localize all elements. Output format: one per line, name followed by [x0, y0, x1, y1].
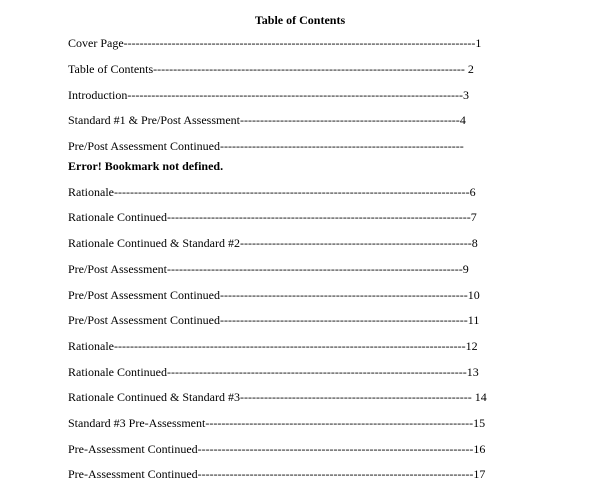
toc-leader: ------------------------------------------------------------------------------------	[127, 88, 463, 102]
toc-leader: --------------------------------------------------------------------------	[167, 262, 463, 276]
toc-leader: ---------------------------------------------------------------------	[197, 467, 474, 481]
toc-leader: ----------------------------------------------------------	[239, 236, 472, 250]
toc-page-number: 11	[467, 313, 480, 327]
toc-entry-label: Pre/Post Assessment Continued	[68, 288, 221, 302]
toc-entry-label: Rationale Continued & Standard #2	[68, 236, 240, 250]
toc-leader: ---------------------------------------------------------------------	[197, 442, 474, 456]
toc-entry-label: Pre/Post Assessment Continued	[68, 313, 221, 327]
toc-leader: ----------------------------------------------------------	[239, 390, 472, 404]
toc-page-number: 6	[469, 185, 476, 199]
toc-page-number: 17	[473, 467, 486, 481]
toc-entry[interactable]	[68, 236, 478, 251]
toc-entry[interactable]	[68, 36, 481, 51]
toc-entry[interactable]	[68, 390, 487, 405]
toc-leader: ----------------------------------------------------------------------------	[166, 210, 471, 224]
toc-page-number: 9	[462, 262, 469, 276]
toc-entry-label: Standard #3 Pre-Assessment	[68, 416, 206, 430]
toc-entry-label: Pre-Assessment Continued	[68, 442, 198, 456]
toc-leader: ----------------------------------------------------------------------------------------	[113, 339, 466, 353]
toc-page-number: 16	[473, 442, 486, 456]
toc-page-number: 2	[464, 62, 474, 76]
toc-entry-label: Rationale Continued & Standard #3	[68, 390, 240, 404]
toc-entry[interactable]	[68, 339, 478, 354]
bookmark-error: Error! Bookmark not defined.	[68, 159, 224, 173]
toc-title: Table of Contents	[254, 13, 346, 27]
toc-page-number: 13	[466, 365, 479, 379]
toc-leader: ---------------------------------------------------------------------------	[166, 365, 467, 379]
toc-entry-label: Table of Contents	[68, 62, 154, 76]
toc-entry-label: Rationale	[68, 185, 114, 199]
toc-entry[interactable]	[68, 262, 469, 277]
toc-page-number: 1	[475, 36, 482, 50]
toc-leader: --------------------------------------------------------------	[220, 288, 468, 302]
toc-entry[interactable]	[68, 139, 464, 154]
toc-entry-label: Introduction	[68, 88, 128, 102]
toc-entry[interactable]	[68, 416, 485, 431]
toc-page-number: 7	[470, 210, 477, 224]
toc-entry[interactable]	[68, 185, 476, 200]
toc-page-number: 4	[459, 113, 466, 127]
toc-leader: ----------------------------------------------------------------------------------------	[123, 36, 476, 50]
toc-page-number: 15	[473, 416, 486, 430]
toc-leader: -------------------------------------------------------------	[220, 139, 464, 153]
toc-entry-label: Pre/Post Assessment Continued	[68, 139, 221, 153]
toc-page-number: 12	[465, 339, 478, 353]
toc-entry-label: Cover Page	[68, 36, 124, 50]
toc-leader: --------------------------------------------------------------	[220, 313, 468, 327]
toc-entry-label: Pre-Assessment Continued	[68, 467, 198, 481]
toc-page-number: 8	[471, 236, 478, 250]
toc-leader: -------------------------------------------------------	[240, 113, 460, 127]
toc-leader: -------------------------------------------------------------------	[205, 416, 474, 430]
toc-entry[interactable]	[68, 365, 479, 380]
toc-entry-label: Pre/Post Assessment	[68, 262, 168, 276]
toc-entry[interactable]	[68, 62, 474, 77]
toc-page-number: 10	[467, 288, 480, 302]
toc-entry-label: Rationale Continued	[68, 365, 167, 379]
toc-entry[interactable]	[68, 288, 480, 303]
toc-entry[interactable]	[68, 467, 485, 482]
toc-leader: ------------------------------------------------------------------------------	[153, 62, 465, 76]
toc-entry-label: Standard #1 & Pre/Post Assessment	[68, 113, 241, 127]
toc-entry[interactable]	[68, 442, 485, 457]
toc-entry[interactable]	[68, 88, 469, 103]
toc-entry[interactable]	[68, 210, 477, 225]
toc-entry-label: Rationale Continued	[68, 210, 167, 224]
toc-page-number: 14	[471, 390, 487, 404]
toc-entry[interactable]	[68, 113, 466, 128]
toc-entry-label: Rationale	[68, 339, 114, 353]
toc-entry[interactable]	[68, 313, 479, 328]
toc-leader: -----------------------------------------------------------------------------------------	[113, 185, 470, 199]
toc-page-number: 3	[463, 88, 469, 102]
